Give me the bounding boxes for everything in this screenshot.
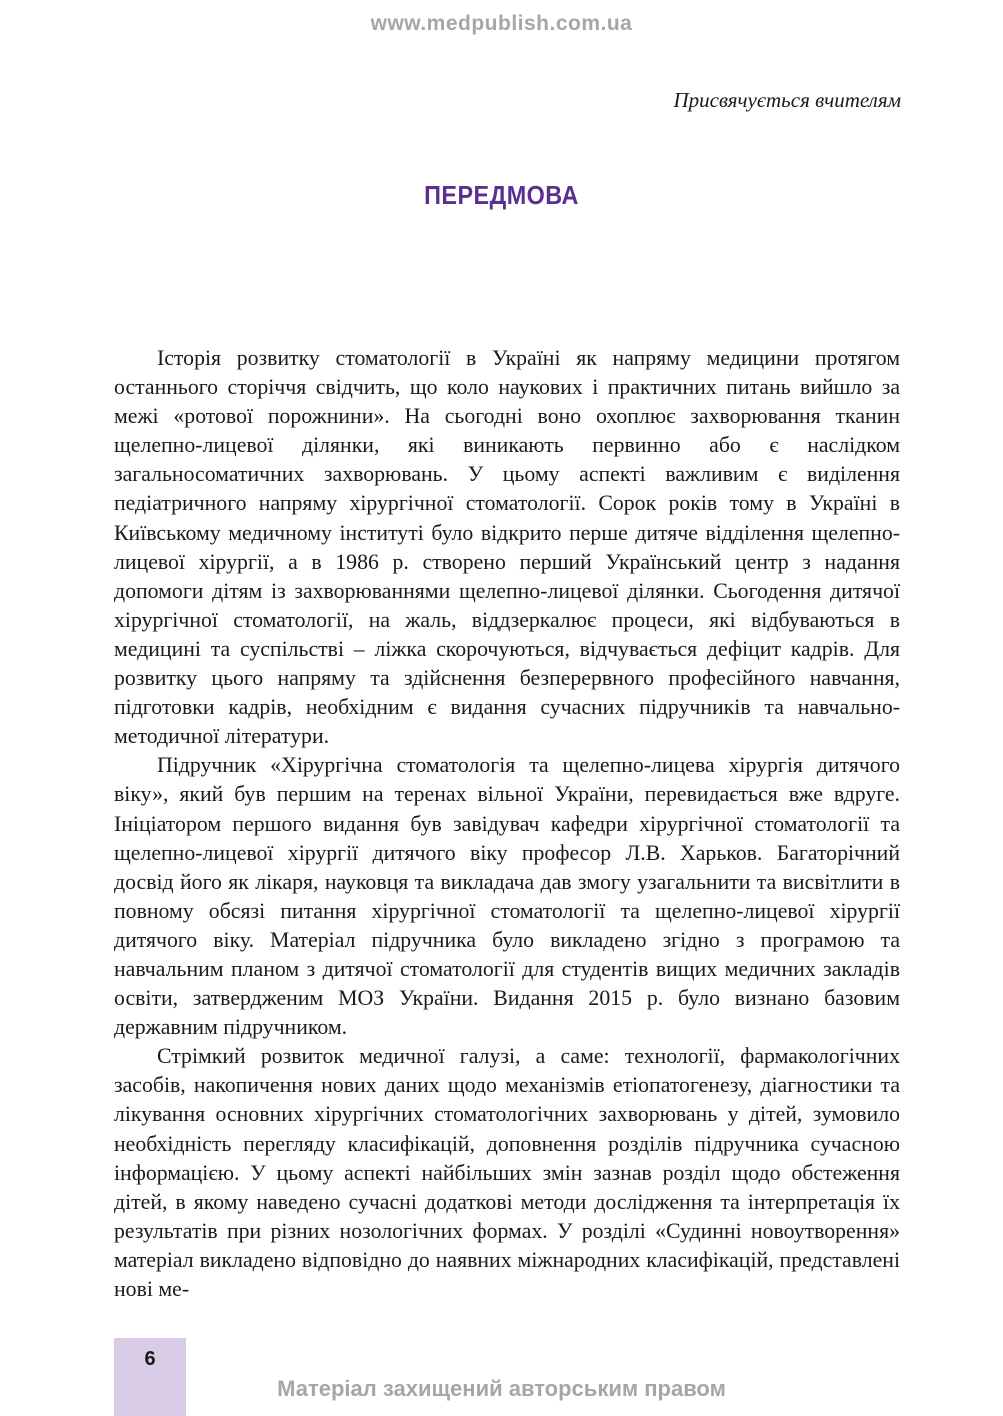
paragraph: Стрімкий розвиток медичної галузі, а саме: технології, фармакологічних засобів, накопичення нових даних щодо механізмів етіопатогенезу, діагностики та лікування основних хірургічних стоматологічних захворювань у дітей, зумовило необхідність перегляду класифікацій, доповнення розділів підручника сучасною інформацією. У цьому аспекті найбільших змін зазнав розділ щодо обстеження дітей, в якому наведено сучасні додаткові методи дослідження та інтерпретація їх результатів при різних нозологічних формах. У розділі «Судинні новоутворення» матеріал викладено відповідно до наявних міжнародних класифікацій, представлені нові ме- [114, 1044, 900, 1301]
paragraph: Історія розвитку стоматології в Україні як напряму медицини протягом останнього сторіччя свідчить, що коло наукових і практичних питань вийшло за межі «ротової порожнини». На сьогодні воно охоплює захворювання тканин щелепно-лицевої ділянки, які виникають первинно або є наслідком загальносоматичних захворювань. У цьому аспекті важливим є виділення педіатричного напряму хірургічної стоматології. Сорок років тому в Україні в Київському медичному інституті було відкрито перше дитяче відділення щелепно-лицевої хірургії, а в 1986 р. створено перший Український центр з надання допомоги дітям із захворюваннями щелепно-лицевої ділянки. Сьогодення дитячої хірургічної стоматології, на жаль, віддзеркалює процеси, які відбуваються в медицині та суспільстві – ліжка скорочуються, відчувається дефіцит кадрів. Для розвитку цього напряму та здійснення безперервного професійного навчання, підготовки кадрів, необхідним є видання сучасних підручників та навчально-методичної літератури. [114, 346, 900, 749]
copyright-watermark: Матеріал захищений авторським правом [277, 1376, 726, 1401]
body-text [114, 344, 900, 1304]
page-number: 6 [144, 1348, 156, 1370]
site-watermark: www.medpublish.com.ua [370, 12, 633, 35]
dedication: Присвячується вчителям [673, 88, 901, 112]
paragraph: Підручник «Хірургічна стоматологія та щелепно-лицева хірургія дитячого віку», який був першим на теренах вільної України, перевидається вже вдруге. Ініціатором першого видання був завідувач кафедри хірургічної стоматології та щелепно-лицевої хірургії дитячого віку професор Л.В. Харьков. Багаторічний досвід його як лікаря, науковця та викладача дав змогу узагальнити та висвітлити в повному обсязі питання хірургічної стоматології та щелепно-лицевої хірургії дитячого віку. Матеріал підручника було викладено згідно з програмою та навчальним планом з дитячої стоматології для студентів вищих медичних закладів освіти, затвердженим МОЗ України. Видання 2015 р. було визнано базовим державним підручником. [114, 753, 900, 1040]
chapter-title: ПЕРЕДМОВА [424, 180, 579, 210]
